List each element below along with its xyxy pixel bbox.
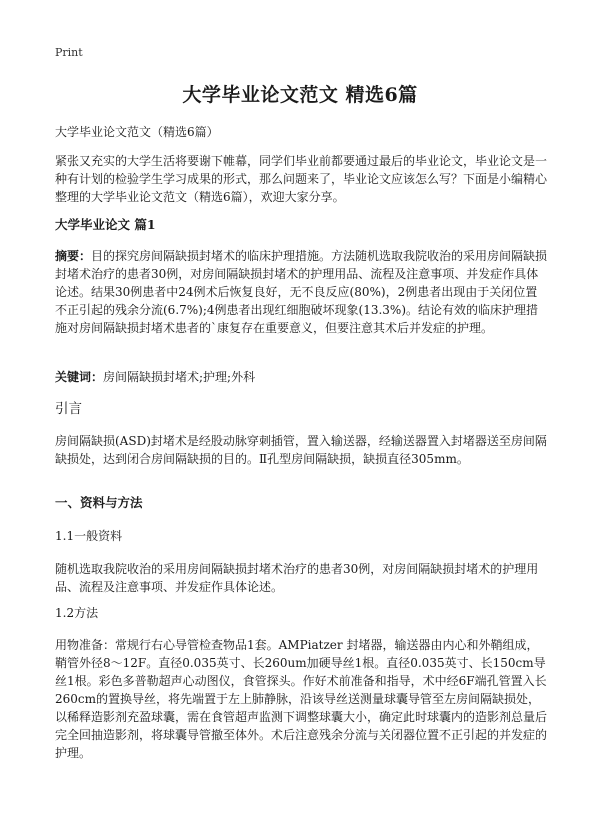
- abstract-paragraph: [55, 247, 549, 337]
- document-subtitle: 大学毕业论文范文（精选6篇）: [55, 125, 219, 139]
- sub11-heading: 1.1一般资料: [55, 529, 123, 543]
- sub11-body: 随机选取我院收治的采用房间隔缺损封堵术治疗的患者30例，对房间隔缺损封堵术的护理用品、流程及注意事项、并发症作具体论述。: [55, 562, 539, 594]
- abstract-label: 摘要：: [55, 249, 92, 263]
- keywords-label: 关键词：: [55, 370, 104, 384]
- keywords-text: 房间隔缺损封堵术;护理;外科: [103, 370, 256, 384]
- keywords-paragraph: [55, 368, 549, 386]
- sub12-body: 用物准备：常规行右心导管检查物品1套。AMPiatzer 封堵器，输送器由内心和外鞘组成，鞘管外径8～12F。直径0.035英寸、长260um加硬导丝1根。直径0.035英寸、长150cm导丝1根。彩色多普勒超声心动图仪，食管探头。作好术前准备和指导，术中经6F端孔管置入长260cm的置换导丝，将先端置于左上肺静脉，沿该导丝送测量球囊导管至左房间隔缺损处，以稀释造影剂充盈球囊，需在食管超声监测下调整球囊大小，确定此时球囊内的造影剂总量后完全回抽造影剂，将球囊导管撤至体外。术后注意残余分流与关闭器位置不正引起的并发症的护理。: [55, 638, 548, 760]
- intro-paragraph: 紧张又充实的大学生活将要谢下帷幕，同学们毕业前都要通过最后的毕业论文，毕业论文是一种有计划的检验学生学习成果的形式，那么问题来了，毕业论文应该怎么写？下面是小编精心整理的大学毕业论文范文（精选6篇），欢迎大家分享。: [55, 154, 548, 204]
- intro-heading: 引言: [55, 401, 82, 417]
- abstract-text: 目的探究房间隔缺损封堵术的临床护理措施。方法随机选取我院收治的采用房间隔缺损封堵术治疗的患者30例，对房间隔缺损封堵术的护理用品、流程及注意事项、并发症作具体论述。结果30例患者中24例术后恢复良好，无不良反应(80%)，2例患者出现由于关闭位置不正引起的残余分流(6.7%);4例患者出现红细胞破坏现象(13.3%)。结论有效的临床护理措施对房间隔缺损封堵术患者的`康复存在重要意义，但要注意其术后并发症的护理。: [55, 249, 548, 335]
- sub12-heading: 1.2方法: [55, 606, 99, 620]
- article-heading: 大学毕业论文 篇1: [55, 217, 156, 232]
- intro-body: 房间隔缺损(ASD)封堵术是经股动脉穿刺插管，置入输送器，经输送器置入封堵器送至房间隔缺损处，达到闭合房间隔缺损的目的。Ⅱ孔型房间隔缺损，缺损直径305mm。: [55, 434, 547, 466]
- print-label[interactable]: Print: [55, 46, 83, 59]
- page-title: 大学毕业论文范文 精选6篇: [182, 84, 418, 106]
- section1-heading: 一、资料与方法: [55, 495, 143, 510]
